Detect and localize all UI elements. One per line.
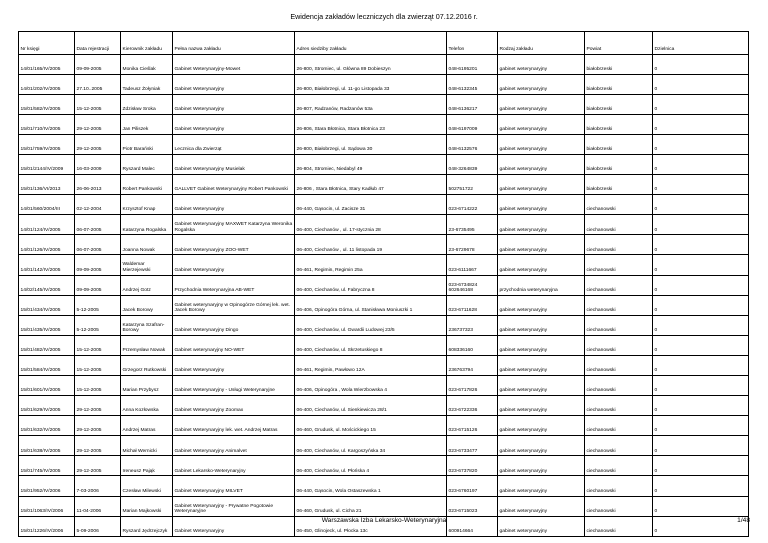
cell-phone: 048-6132576 [447, 134, 498, 154]
cell-facility-name: Gabinet Weterynaryjny Animalvet [173, 436, 295, 456]
cell-district: 0 [653, 134, 749, 154]
cell-facility-type: gabinet weterynaryjny [498, 516, 585, 536]
cell-address: 26-800, Białobrzegi, ul. 11-go Listopada 33 [295, 74, 447, 94]
table-row [19, 436, 749, 456]
cell-district: 0 [653, 295, 749, 315]
cell-county: ciechanowski [585, 315, 653, 335]
cell-phone: 048-6132345 [447, 74, 498, 94]
cell-book-number: 15/01/952/IV/2006 [19, 476, 75, 496]
cell-registration-date: 15-12-2005 [75, 335, 121, 355]
table-row [19, 195, 749, 215]
cell-address: 06-440, Gąsocin, ul. Zacisze 31 [295, 195, 447, 215]
cell-address: 26-800, Białobrzegi, ul. Sądowa 30 [295, 134, 447, 154]
table-row [19, 134, 749, 154]
cell-manager: Grzegorz Rutkowski [121, 355, 173, 375]
cell-district: 0 [653, 476, 749, 496]
table-row [19, 114, 749, 134]
cell-registration-date: 27.10..2005 [75, 74, 121, 94]
cell-manager: Przemysław Nowak [121, 335, 173, 355]
cell-address: 06-400, Ciechanów, ul. Płońska 4 [295, 456, 447, 476]
cell-phone: 048-6195201 [447, 54, 498, 74]
cell-registration-date: 15-12-2005 [75, 94, 121, 114]
table-row [19, 154, 749, 174]
column-header-registration-date: Data rejestracji [75, 32, 121, 55]
cell-book-number: 14/01/165/IV/2005 [19, 54, 75, 74]
cell-book-number: 15/01/1063/IV/2006 [19, 496, 75, 516]
cell-facility-name: Gabinet Weterynaryjny - Usługi Weterynaryjne [173, 376, 295, 396]
cell-book-number: 14/01/124/IV/2005 [19, 215, 75, 235]
cell-phone: 048-6197009 [447, 114, 498, 134]
cell-facility-type: gabinet weterynaryjny [498, 255, 585, 275]
table-row [19, 255, 749, 275]
cell-address: 06-400, Ciechanów, ul. Kargoszyńska 34 [295, 436, 447, 456]
column-header-facility-type: Rodzaj zakładu [498, 32, 585, 55]
table-row [19, 215, 749, 235]
cell-registration-date: 06-07-2005 [75, 235, 121, 255]
cell-manager: Marian Przybysz [121, 376, 173, 396]
column-header-facility-name: Pełna nazwa zakładu [173, 32, 295, 55]
cell-county: ciechanowski [585, 436, 653, 456]
cell-registration-date: 29-12-2005 [75, 114, 121, 134]
cell-facility-name: Gabinet Weterynaryjny Dingo [173, 315, 295, 335]
cell-manager: Ryszard Malec [121, 154, 173, 174]
cell-registration-date: 09-09-2005 [75, 275, 121, 295]
cell-facility-type: gabinet weterynaryjny [498, 94, 585, 114]
cell-district: 0 [653, 355, 749, 375]
cell-county: ciechanowski [585, 496, 653, 516]
cell-district: 0 [653, 195, 749, 215]
cell-book-number: 15/01/710/IV/2005 [19, 114, 75, 134]
cell-address: 06-461, Regimin, Pawłowo 12A [295, 355, 447, 375]
cell-county: ciechanowski [585, 275, 653, 295]
cell-book-number: 15/01/582/IV/2005 [19, 94, 75, 114]
cell-manager: Piotr Barański [121, 134, 173, 154]
cell-facility-name: Gabinet Weterynaryjny [173, 114, 295, 134]
table-row [19, 335, 749, 355]
cell-county: białobrzeski [585, 175, 653, 195]
cell-address: 06-406, Opinogóra , Wola Wierzbowska 4 [295, 376, 447, 396]
cell-county: ciechanowski [585, 195, 653, 215]
table-row [19, 496, 749, 516]
cell-county: ciechanowski [585, 295, 653, 315]
cell-facility-name: Gabinet Weterynaryjny [173, 355, 295, 375]
cell-phone: 236763794 [447, 355, 498, 375]
cell-facility-name: Lecznica dla Zwierząt [173, 134, 295, 154]
cell-registration-date: 29-12-2005 [75, 134, 121, 154]
cell-county: białobrzeski [585, 154, 653, 174]
cell-facility-name: Gabinet weterynaryjny NO-WET [173, 335, 295, 355]
table-row [19, 175, 749, 195]
cell-district: 0 [653, 496, 749, 516]
cell-district: 0 [653, 74, 749, 94]
cell-facility-name: Gabinet Weterynaryjny [173, 255, 295, 275]
cell-county: ciechanowski [585, 516, 653, 536]
cell-facility-type: gabinet weterynaryjny [498, 496, 585, 516]
cell-book-number: 14/01/142/IV/2005 [19, 255, 75, 275]
cell-facility-type: gabinet weterynaryjny [498, 235, 585, 255]
cell-book-number: 15/01/632/IV/2005 [19, 416, 75, 436]
cell-registration-date: 29-12-2005 [75, 456, 121, 476]
cell-phone: 048-6136217 [447, 94, 498, 114]
cell-book-number: 14/01/202/IV/2005 [19, 74, 75, 94]
cell-registration-date: 5-12-2005 [75, 295, 121, 315]
cell-district: 0 [653, 154, 749, 174]
cell-facility-type: gabinet weterynaryjny [498, 134, 585, 154]
cell-address: 26-804, Stromiec, Niedabyl 49 [295, 154, 447, 174]
cell-county: ciechanowski [585, 235, 653, 255]
cell-facility-type: gabinet weterynaryjny [498, 114, 585, 134]
cell-registration-date: 02-12-2004 [75, 195, 121, 215]
column-header-manager: Kierownik zakładu [121, 32, 173, 55]
cell-facility-type: gabinet weterynaryjny [498, 315, 585, 335]
cell-registration-date: 15-12-2005 [75, 355, 121, 375]
column-header-district: Dzielnica [653, 32, 749, 55]
cell-book-number: 15/01/136/VI/2013 [19, 175, 75, 195]
cell-book-number: 15/01/434/IV/2005 [19, 295, 75, 315]
cell-manager: Joanna Nowak [121, 235, 173, 255]
cell-address: 06-406, Opinogóra Górna, ul. Stanisława Moniuszki 1 [295, 295, 447, 315]
cell-address: 06-400, Ciechanów, ul. Fabryczna 8 [295, 275, 447, 295]
table-row [19, 416, 749, 436]
cell-county: ciechanowski [585, 215, 653, 235]
cell-manager: Ryszard Jędrzejczyk [121, 516, 173, 536]
cell-registration-date: 7-03-2006 [75, 476, 121, 496]
table-row [19, 235, 749, 255]
cell-address: 06-440, Gąsocin, Wola Ostaszewska 1 [295, 476, 447, 496]
table-row [19, 376, 749, 396]
table-row [19, 476, 749, 496]
registry-table [18, 31, 749, 537]
cell-address: 26-807, Radzanów, Radzanów 53a [295, 94, 447, 114]
cell-registration-date: 09-09-2005 [75, 255, 121, 275]
cell-facility-type: gabinet weterynaryjny [498, 154, 585, 174]
cell-county: ciechanowski [585, 355, 653, 375]
cell-district: 0 [653, 315, 749, 335]
cell-address: 06-400, Ciechanów , ul. 17-stycznia 28 [295, 215, 447, 235]
cell-facility-type: gabinet weterynaryjny [498, 476, 585, 496]
cell-phone: 023-6737820 [447, 456, 498, 476]
cell-phone: 608336160 [447, 335, 498, 355]
cell-manager: Czesław Milewski [121, 476, 173, 496]
cell-address: 26-806 , Stara Błotnica, Stary Kadłub 47 [295, 175, 447, 195]
cell-manager: Ireneusz Pająk [121, 456, 173, 476]
cell-facility-name: Gabinet Weterynaryjny lek. wet. Andrzej Matras [173, 416, 295, 436]
page-title: Ewidencja zakładów leczniczych dla zwierząt 07.12.2016 r. [290, 12, 478, 21]
cell-phone: 023-6733477 [447, 436, 498, 456]
cell-address: 26-800, Stromiec, ul. Główna 89 Dobieszyn [295, 54, 447, 74]
table-row [19, 355, 749, 375]
table-row [19, 275, 749, 295]
cell-manager: Anna Kozłowska [121, 396, 173, 416]
cell-address: 06-400, Ciechanów, ul. Gwardii Ludowej 23/5 [295, 315, 447, 335]
cell-phone: 023-6717826 [447, 376, 498, 396]
cell-manager: Andrzej Gotz [121, 275, 173, 295]
page-number: 1/48 [737, 517, 750, 524]
cell-book-number: 14/02/145/IV/2005 [19, 275, 75, 295]
cell-facility-name: Gabinet Weterynaryjny - Prywatne Pogotowie Weterynaryjne [173, 496, 295, 516]
cell-facility-name: Gabinet Lekarsko-Weterynaryjny [173, 456, 295, 476]
cell-county: ciechanowski [585, 476, 653, 496]
cell-facility-type: gabinet weterynaryjny [498, 195, 585, 215]
cell-facility-type: gabinet weterynaryjny [498, 54, 585, 74]
cell-district: 0 [653, 54, 749, 74]
cell-facility-name: Gabinet Weterynaryjny [173, 94, 295, 114]
cell-manager: Katarzyna Szafran-Borowy [121, 315, 173, 335]
column-header-county: Powiat [585, 32, 653, 55]
cell-phone: 236737323 [447, 315, 498, 335]
cell-book-number: 15/01/745/IV/2005 [19, 456, 75, 476]
cell-facility-name: Gabinet Weterynaryjny Zoomax [173, 396, 295, 416]
cell-facility-type: gabinet weterynaryjny [498, 456, 585, 476]
cell-manager: Jan Piliszek [121, 114, 173, 134]
cell-manager: Monika Cieślak [121, 54, 173, 74]
column-header-phone: Telefon [447, 32, 498, 55]
cell-district: 0 [653, 416, 749, 436]
cell-phone: 023-6715023 [447, 496, 498, 516]
cell-phone: 023-6711628 [447, 295, 498, 315]
cell-book-number: 15/01/759/IV/2005 [19, 134, 75, 154]
cell-facility-name: Gabinet Weterynaryjny ZOO-WET [173, 235, 295, 255]
cell-county: białobrzeski [585, 94, 653, 114]
cell-book-number: 14/01/126/IV/2005 [19, 235, 75, 255]
cell-phone: 23-6729678 [447, 235, 498, 255]
cell-manager: Katarzyna Rogalska [121, 215, 173, 235]
cell-manager: Krzysztof Knap [121, 195, 173, 215]
cell-phone: 023-6760197 [447, 476, 498, 496]
cell-address: 06-450, Glinojeck, ul. Płocka 13c [295, 516, 447, 536]
cell-district: 0 [653, 215, 749, 235]
cell-book-number: 15/01/1226/IV/2006 [19, 516, 75, 536]
cell-facility-type: gabinet weterynaryjny [498, 436, 585, 456]
table-row [19, 295, 749, 315]
cell-district: 0 [653, 516, 749, 536]
table-row [19, 396, 749, 416]
cell-address: 06-460, Grudusk, ul. Mościckiego 15 [295, 416, 447, 436]
cell-county: ciechanowski [585, 396, 653, 416]
cell-facility-name: Gabinet Weterynaryjny MILVET [173, 476, 295, 496]
cell-facility-type: przychodnia weterynaryjna [498, 275, 585, 295]
cell-registration-date: 29-12-2005 [75, 396, 121, 416]
table-row [19, 94, 749, 114]
cell-manager: Waldemar Mierzejewski [121, 255, 173, 275]
cell-registration-date: 11-04-2006 [75, 496, 121, 516]
cell-county: ciechanowski [585, 335, 653, 355]
cell-registration-date: 15-12-2005 [75, 376, 121, 396]
table-row [19, 456, 749, 476]
cell-facility-name: Gabinet Weterynaryjny-Mowet [173, 54, 295, 74]
cell-facility-name: Gabinet weterynaryjny w Opinogórze Górnej lek. wet. Jacek Borowy [173, 295, 295, 315]
cell-county: białobrzeski [585, 54, 653, 74]
cell-manager: Andrzej Matras [121, 416, 173, 436]
cell-registration-date: 06-07-2005 [75, 215, 121, 235]
cell-county: ciechanowski [585, 456, 653, 476]
column-header-book-number: Nr księgi [19, 32, 75, 55]
cell-book-number: 15/01/638/IV/2005 [19, 436, 75, 456]
cell-facility-name: Gabinet Weterynaryjny MAXWET Katarzyna Weronika Rogalska [173, 215, 295, 235]
cell-phone: 023-6714222 [447, 195, 498, 215]
cell-facility-type: gabinet weterynaryjny [498, 355, 585, 375]
cell-phone: 023-6715126 [447, 416, 498, 436]
cell-county: ciechanowski [585, 416, 653, 436]
cell-district: 0 [653, 376, 749, 396]
cell-district: 0 [653, 114, 749, 134]
cell-district: 0 [653, 335, 749, 355]
cell-manager: Robert Pankowski [121, 175, 173, 195]
table-row [19, 315, 749, 335]
cell-facility-type: gabinet weterynaryjny [498, 295, 585, 315]
cell-book-number: 15/01/2144/IV/2009 [19, 154, 75, 174]
cell-phone: 023-6111667 [447, 255, 498, 275]
cell-registration-date: 16-03-2009 [75, 154, 121, 174]
cell-book-number: 15/01/629/IV/2005 [19, 396, 75, 416]
cell-facility-name: Gabinet Weterynaryjny [173, 516, 295, 536]
cell-phone: 023-6722336 [447, 396, 498, 416]
cell-facility-name: Przychodnia Weterynaryjna AB-WET [173, 275, 295, 295]
cell-county: białobrzeski [585, 114, 653, 134]
cell-book-number: 15/01/435/IV/2005 [19, 315, 75, 335]
cell-facility-name: Gabinet Weterynaryjny Musielak [173, 154, 295, 174]
cell-address: 06-400, Ciechanów, ul. Sienkiewicza 28/1 [295, 396, 447, 416]
cell-facility-name: Gabinet Weterynaryjny [173, 74, 295, 94]
cell-facility-type: gabinet weterynaryjny [498, 175, 585, 195]
cell-district: 0 [653, 275, 749, 295]
cell-facility-type: gabinet weterynaryjny [498, 396, 585, 416]
footer-organization: Warszawska Izba Lekarsko-Weterynaryjna [321, 517, 447, 524]
cell-registration-date: 29-12-2005 [75, 436, 121, 456]
cell-county: białobrzeski [585, 134, 653, 154]
cell-book-number: 15/01/601/IV/2005 [19, 376, 75, 396]
cell-county: białobrzeski [585, 74, 653, 94]
cell-manager: Jacek Borowy [121, 295, 173, 315]
cell-registration-date: 5-12-2005 [75, 315, 121, 335]
cell-address: 06-400, Ciechanów , ul. 11 listopada 19 [295, 235, 447, 255]
cell-registration-date: 09-09-2005 [75, 54, 121, 74]
table-header-row [19, 32, 749, 55]
cell-registration-date: 29-12-2005 [75, 416, 121, 436]
cell-district: 0 [653, 235, 749, 255]
cell-facility-type: gabinet weterynaryjny [498, 376, 585, 396]
cell-book-number: 15/01/482/IV/2005 [19, 335, 75, 355]
cell-address: 06-461, Regimin, Regimin 25a [295, 255, 447, 275]
cell-district: 0 [653, 436, 749, 456]
cell-manager: Zdzisław Sroka [121, 94, 173, 114]
cell-manager: Michał Wernicki [121, 436, 173, 456]
cell-facility-type: gabinet weterynaryjny [498, 215, 585, 235]
column-header-address: Adres siedziby zakładu [295, 32, 447, 55]
cell-manager: Marian Majkowski [121, 496, 173, 516]
cell-district: 0 [653, 175, 749, 195]
cell-county: ciechanowski [585, 255, 653, 275]
cell-district: 0 [653, 94, 749, 114]
cell-manager: Tadeusz Żołyniak [121, 74, 173, 94]
cell-county: ciechanowski [585, 376, 653, 396]
cell-registration-date: 26-06-2013 [75, 175, 121, 195]
cell-district: 0 [653, 396, 749, 416]
cell-facility-name: GALLVET Gabinet Weterynaryjny Robert Pankowski [173, 175, 295, 195]
cell-facility-type: gabinet weterynaryjny [498, 335, 585, 355]
cell-phone: 600914664 [447, 516, 498, 536]
cell-district: 0 [653, 456, 749, 476]
cell-registration-date: 5-09-2006 [75, 516, 121, 536]
cell-address: 26-806, Stara Błotnica, Stara Błotnica 23 [295, 114, 447, 134]
cell-facility-name: Gabinet Weterynaryjny [173, 195, 295, 215]
table-row [19, 74, 749, 94]
cell-district: 0 [653, 255, 749, 275]
table-row [19, 54, 749, 74]
cell-phone: 023-6734824 602646168 [447, 275, 498, 295]
table-body [19, 54, 749, 536]
cell-book-number: 15/01/584/IV/2005 [19, 355, 75, 375]
cell-address: 06-460, Grudusk, ul. Cicha 21 [295, 496, 447, 516]
cell-facility-type: gabinet weterynaryjny [498, 416, 585, 436]
cell-phone: 23-6735495 [447, 215, 498, 235]
cell-book-number: 14/01/560/2004/III [19, 195, 75, 215]
cell-facility-type: gabinet weterynaryjny [498, 74, 585, 94]
cell-address: 06-400, Ciechanów, ul. Skrzetuskiego 8 [295, 335, 447, 355]
cell-phone: 502751722 [447, 175, 498, 195]
cell-phone: 048-3264839 [447, 154, 498, 174]
